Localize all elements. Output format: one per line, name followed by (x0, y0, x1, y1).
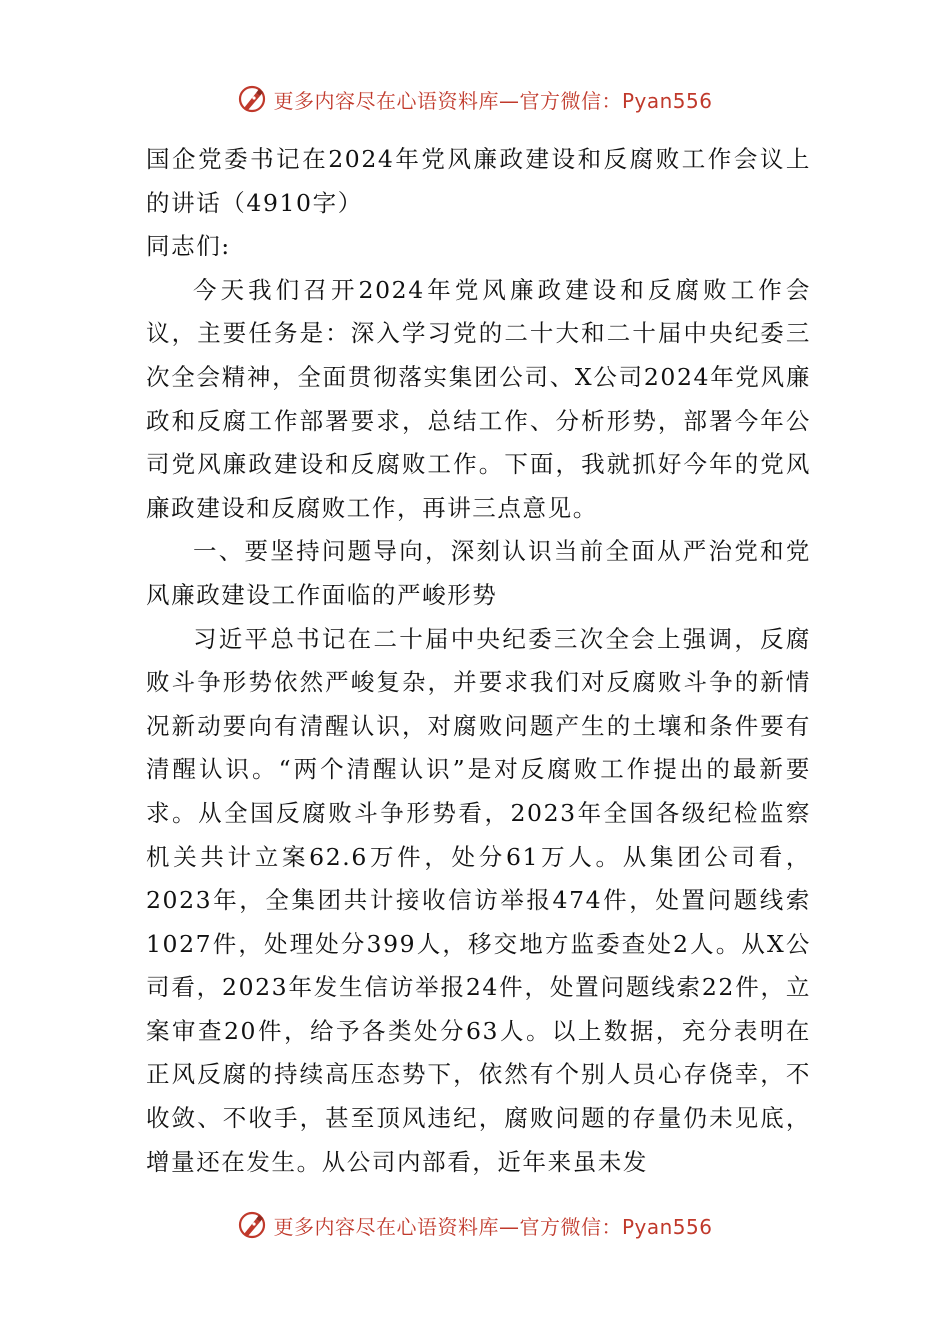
salutation: 同志们: (146, 232, 231, 261)
paragraph: 习近平总书记在二十届中央纪委三次全会上强调，反腐败斗争形势依然严峻复杂，并要求我们对反腐败斗争的新情况新动要向有清醒认识，对腐败问题产生的土壤和条件要有清醒认识。“两个清醒认识”是对反腐败工作提出的最新要求。从全国反腐败斗争形势看，2023年全国各级纪检监察机关共计立案62.6万件，处分61万人。从集团公司看，2023年，全集团共计接收信访举报474件，处置问题线索1027件，处理处分399人，移交地方监委查处2人。从X公司看，2023年发生信访举报24件，处置问题线索22件，立案审查20件，给予各类处分63人。以上数据，充分表明在正风反腐的持续高压态势下，依然有个别人员心存侥幸，不收敛、不收手，甚至顶风违纪，腐败问题的存量仍未见底，增量还在发生。从公司内部看，近年来虽未发 (146, 624, 811, 1176)
watermark-text: 更多内容尽在心语资料库—官方微信：Pyan556 (273, 1214, 713, 1239)
watermark-text: 更多内容尽在心语资料库—官方微信：Pyan556 (273, 88, 713, 113)
section-heading: 一、要坚持问题导向，深刻认识当前全面从严治党和党风廉政建设工作面临的严峻形势 (146, 537, 811, 609)
pen-nib-circle-icon (237, 1210, 267, 1240)
header-watermark (0, 84, 950, 114)
document-title: 国企党委书记在2024年党风廉政建设和反腐败工作会议上的讲话（4910字） (146, 145, 811, 217)
paragraph: 今天我们召开2024年党风廉政建设和反腐败工作会议，主要任务是：深入学习党的二十大和二十届中央纪委三次全会精神，全面贯彻落实集团公司、X公司2024年党风廉政和反腐工作部署要求，总结工作、分析形势，部署今年公司党风廉政建设和反腐败工作。下面，我就抓好今年的党风廉政建设和反腐败工作，再讲三点意见。 (146, 275, 811, 522)
pen-nib-circle-icon (237, 84, 267, 114)
footer-watermark (0, 1210, 950, 1240)
document-body (146, 138, 811, 1184)
